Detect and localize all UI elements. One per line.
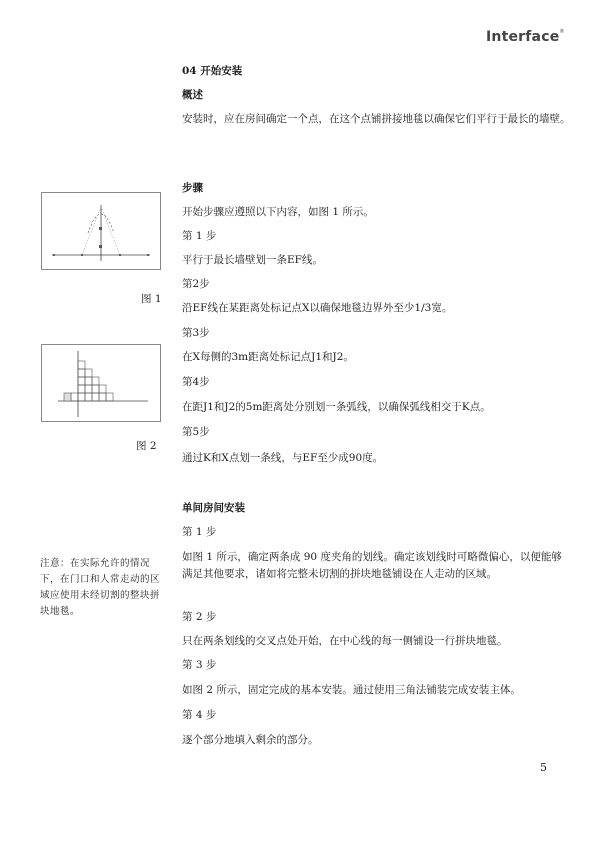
figure-2-label: 图 2 bbox=[136, 440, 157, 452]
step1-text: 平行于最长墙壁划一条EF线。 bbox=[182, 254, 323, 266]
step5-label: 第5步 bbox=[182, 426, 210, 438]
step4-text: 在距J1和J2的5m距离处分别划一条弧线，以确保弧线相交于K点。 bbox=[182, 401, 491, 413]
step4-label: 第4步 bbox=[182, 376, 210, 388]
single-room-step4-text: 逐个部分地填入剩余的部分。 bbox=[182, 734, 319, 746]
section-heading: 04 开始安装 bbox=[182, 65, 243, 77]
single-room-step3-label: 第 3 步 bbox=[182, 659, 217, 671]
installation-note: 注意：在实际允许的情况下，在门口和人常走动的区域应使用未经切割的整块拼块地毯。 bbox=[40, 558, 161, 617]
step1-label: 第 1 步 bbox=[182, 230, 217, 242]
step5-text: 通过K和X点划一条线，与EF至少成90度。 bbox=[182, 452, 384, 464]
figure-1-label: 图 1 bbox=[141, 293, 162, 305]
overview-title: 概述 bbox=[182, 89, 203, 101]
step3-label: 第3步 bbox=[182, 327, 210, 339]
step2-label: 第2步 bbox=[182, 278, 210, 290]
single-room-step2-text: 只在两条划线的交叉点处开始，在中心线的每一侧铺设一行拼块地毯。 bbox=[182, 635, 508, 647]
figure-2-diagram bbox=[41, 344, 161, 422]
overview-text: 安装时，应在房间确定一个点，在这个点铺拼接地毯以确保它们平行于最长的墙壁。 bbox=[182, 113, 571, 125]
figure-1-diagram bbox=[41, 192, 161, 270]
step2-text: 沿EF线在某距离处标记点X以确保地毯边界外至少1/3宽。 bbox=[182, 302, 453, 314]
single-room-title: 单间房间安装 bbox=[182, 502, 245, 514]
single-room-step1-label: 第 1 步 bbox=[182, 526, 217, 538]
steps-title: 步骤 bbox=[182, 182, 203, 194]
step3-text: 在X每侧的3m距离处标记点J1和J2。 bbox=[182, 351, 354, 363]
single-room-step1-text: 如图 1 所示，确定两条成 90 度夹角的划线。确定该划线时可略微偏心，以便能够满足其他要求，诸如将完整未切割的拼块地毯铺设在人走动的区域。 bbox=[182, 551, 562, 580]
page-number: 5 bbox=[540, 761, 547, 774]
single-room-step4-label: 第 4 步 bbox=[182, 709, 217, 721]
single-room-step3-text: 如图 2 所示，固定完成的基本安装。通过使用三角法铺装完成安装主体。 bbox=[182, 684, 521, 696]
single-room-step2-label: 第 2 步 bbox=[182, 611, 217, 623]
interface-logo: Interface® bbox=[486, 29, 565, 45]
steps-intro: 开始步骤应遵照以下内容，如图 1 所示。 bbox=[182, 206, 374, 218]
